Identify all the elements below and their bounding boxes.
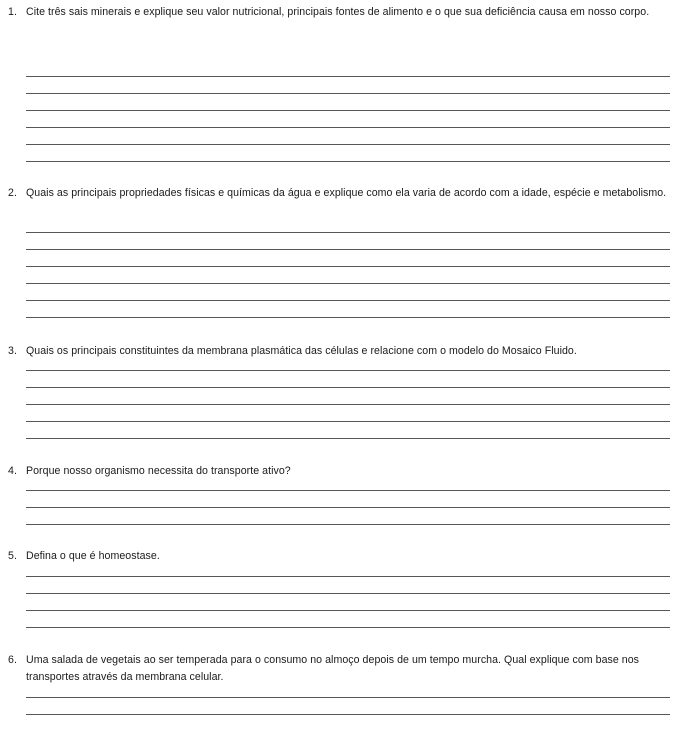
question-1-number: 1. bbox=[8, 6, 17, 18]
answer-line[interactable] bbox=[26, 161, 670, 162]
answer-line[interactable] bbox=[26, 127, 670, 128]
question-6-number: 6. bbox=[8, 654, 17, 666]
answer-line[interactable] bbox=[26, 300, 670, 301]
answer-line[interactable] bbox=[26, 697, 670, 698]
answer-line[interactable] bbox=[26, 524, 670, 525]
question-1 bbox=[8, 4, 688, 21]
answer-line[interactable] bbox=[26, 627, 670, 628]
answer-line[interactable] bbox=[26, 714, 670, 715]
answer-line[interactable] bbox=[26, 507, 670, 508]
answer-line[interactable] bbox=[26, 387, 670, 388]
question-5-text: Defina o que é homeostase. bbox=[26, 550, 160, 562]
question-4-number: 4. bbox=[8, 465, 17, 477]
question-3 bbox=[8, 343, 688, 360]
answer-line[interactable] bbox=[26, 593, 670, 594]
answer-line[interactable] bbox=[26, 421, 670, 422]
answer-line[interactable] bbox=[26, 93, 670, 94]
question-4-text: Porque nosso organismo necessita do transporte ativo? bbox=[26, 465, 291, 477]
answer-line[interactable] bbox=[26, 576, 670, 577]
answer-line[interactable] bbox=[26, 490, 670, 491]
answer-line[interactable] bbox=[26, 370, 670, 371]
question-3-number: 3. bbox=[8, 345, 17, 357]
answer-line[interactable] bbox=[26, 610, 670, 611]
answer-line[interactable] bbox=[26, 266, 670, 267]
question-2 bbox=[8, 185, 688, 202]
question-2-text: Quais as principais propriedades físicas e químicas da água e explique como ela varia de acordo com a idade, espécie e metabolismo. bbox=[26, 187, 667, 199]
answer-line[interactable] bbox=[26, 438, 670, 439]
question-3-text: Quais os principais constituintes da membrana plasmática das células e relacione com o modelo do Mosaico Fluido. bbox=[26, 345, 577, 357]
question-6-text: Uma salada de vegetais ao ser temperada para o consumo no almoço depois de um tempo murcha. Qual explique com base nos transportes através da membrana celular. bbox=[26, 654, 640, 683]
question-6 bbox=[8, 652, 688, 686]
answer-line[interactable] bbox=[26, 76, 670, 77]
question-5 bbox=[8, 548, 688, 565]
question-4 bbox=[8, 463, 688, 480]
answer-line[interactable] bbox=[26, 232, 670, 233]
question-2-number: 2. bbox=[8, 187, 17, 199]
question-5-number: 5. bbox=[8, 550, 17, 562]
question-1-text: Cite três sais minerais e explique seu valor nutricional, principais fontes de alimento e o que sua deficiência causa em nosso corpo. bbox=[26, 6, 650, 18]
answer-line[interactable] bbox=[26, 144, 670, 145]
answer-line[interactable] bbox=[26, 317, 670, 318]
answer-line[interactable] bbox=[26, 249, 670, 250]
answer-line[interactable] bbox=[26, 283, 670, 284]
answer-line[interactable] bbox=[26, 404, 670, 405]
answer-line[interactable] bbox=[26, 110, 670, 111]
